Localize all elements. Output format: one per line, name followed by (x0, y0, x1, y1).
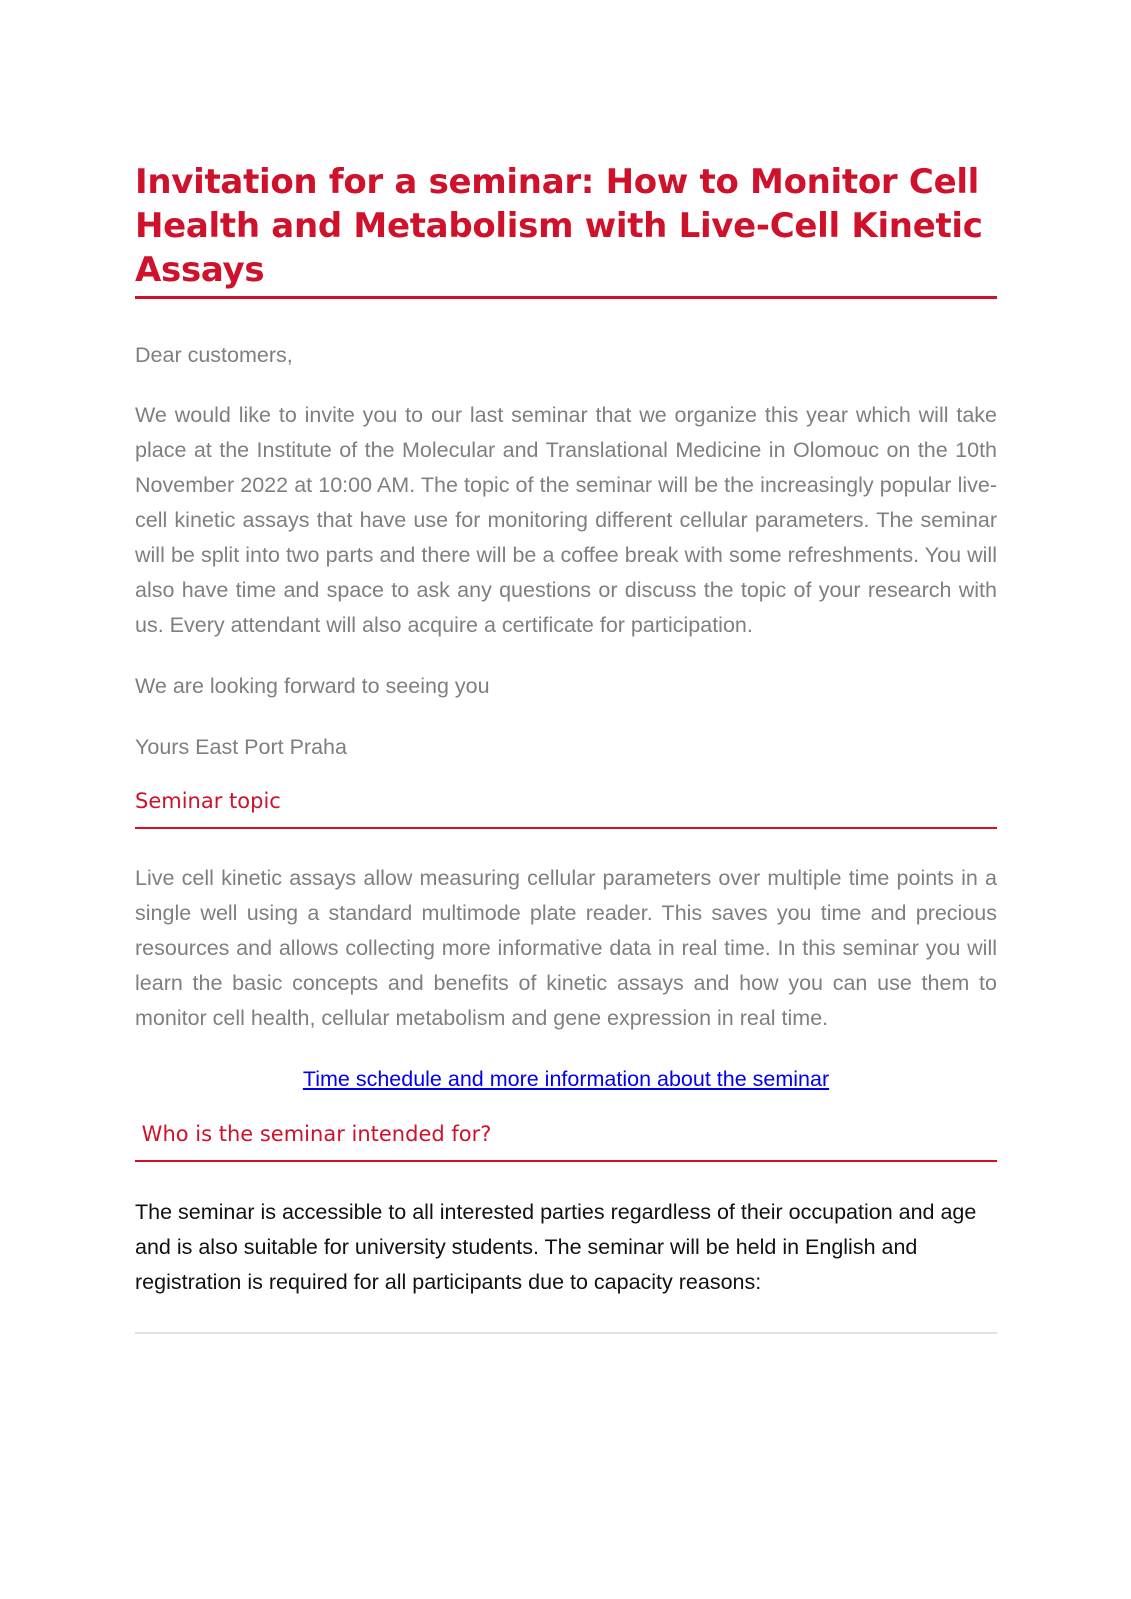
seminar-info-link[interactable]: Time schedule and more information about the seminar (302, 1067, 830, 1091)
intro-paragraph: We would like to invite you to our last seminar that we organize this year which will take place at the Institute of the Molecular and Translational Medicine in Olomouc on the 10th November 2022 at 10:00 AM. The topic of the seminar will be the increasingly popular live-cell kinetic assays that have use for monitoring different cellular parameters. The seminar will be split into two parts and there will be a coffee break with some refreshments. You will also have time and space to ask any questions or discuss the topic of your research with us. Every attendant will also acquire a certificate for participation. (135, 403, 997, 637)
seminar-topic-heading: Seminar topic (135, 789, 281, 813)
closing-line: We are looking forward to seeing you (135, 674, 490, 698)
greeting-text: Dear customers, (135, 343, 293, 367)
seminar-topic-divider (135, 827, 997, 829)
seminar-info-link-container (135, 1064, 997, 1094)
audience-heading: Who is the seminar intended for? (135, 1122, 492, 1146)
document-page (135, 160, 997, 1334)
bottom-divider (135, 1332, 997, 1334)
signature-text: Yours East Port Praha (135, 735, 347, 759)
title-divider (135, 296, 997, 299)
audience-divider (135, 1160, 997, 1162)
page-title: Invitation for a seminar: How to Monitor Cell Health and Metabolism with Live-Cell Kinetic Assays (135, 162, 983, 290)
audience-body: The seminar is accessible to all interested parties regardless of their occupation and age and is also suitable for university students. The seminar will be held in English and registration is required for all participants due to capacity reasons: (135, 1200, 977, 1294)
seminar-topic-body: Live cell kinetic assays allow measuring cellular parameters over multiple time points in a single well using a standard multimode plate reader. This saves you time and precious resources and allows collecting more informative data in real time. In this seminar you will learn the basic concepts and benefits of kinetic assays and how you can use them to monitor cell health, cellular metabolism and gene expression in real time. (135, 866, 997, 1030)
